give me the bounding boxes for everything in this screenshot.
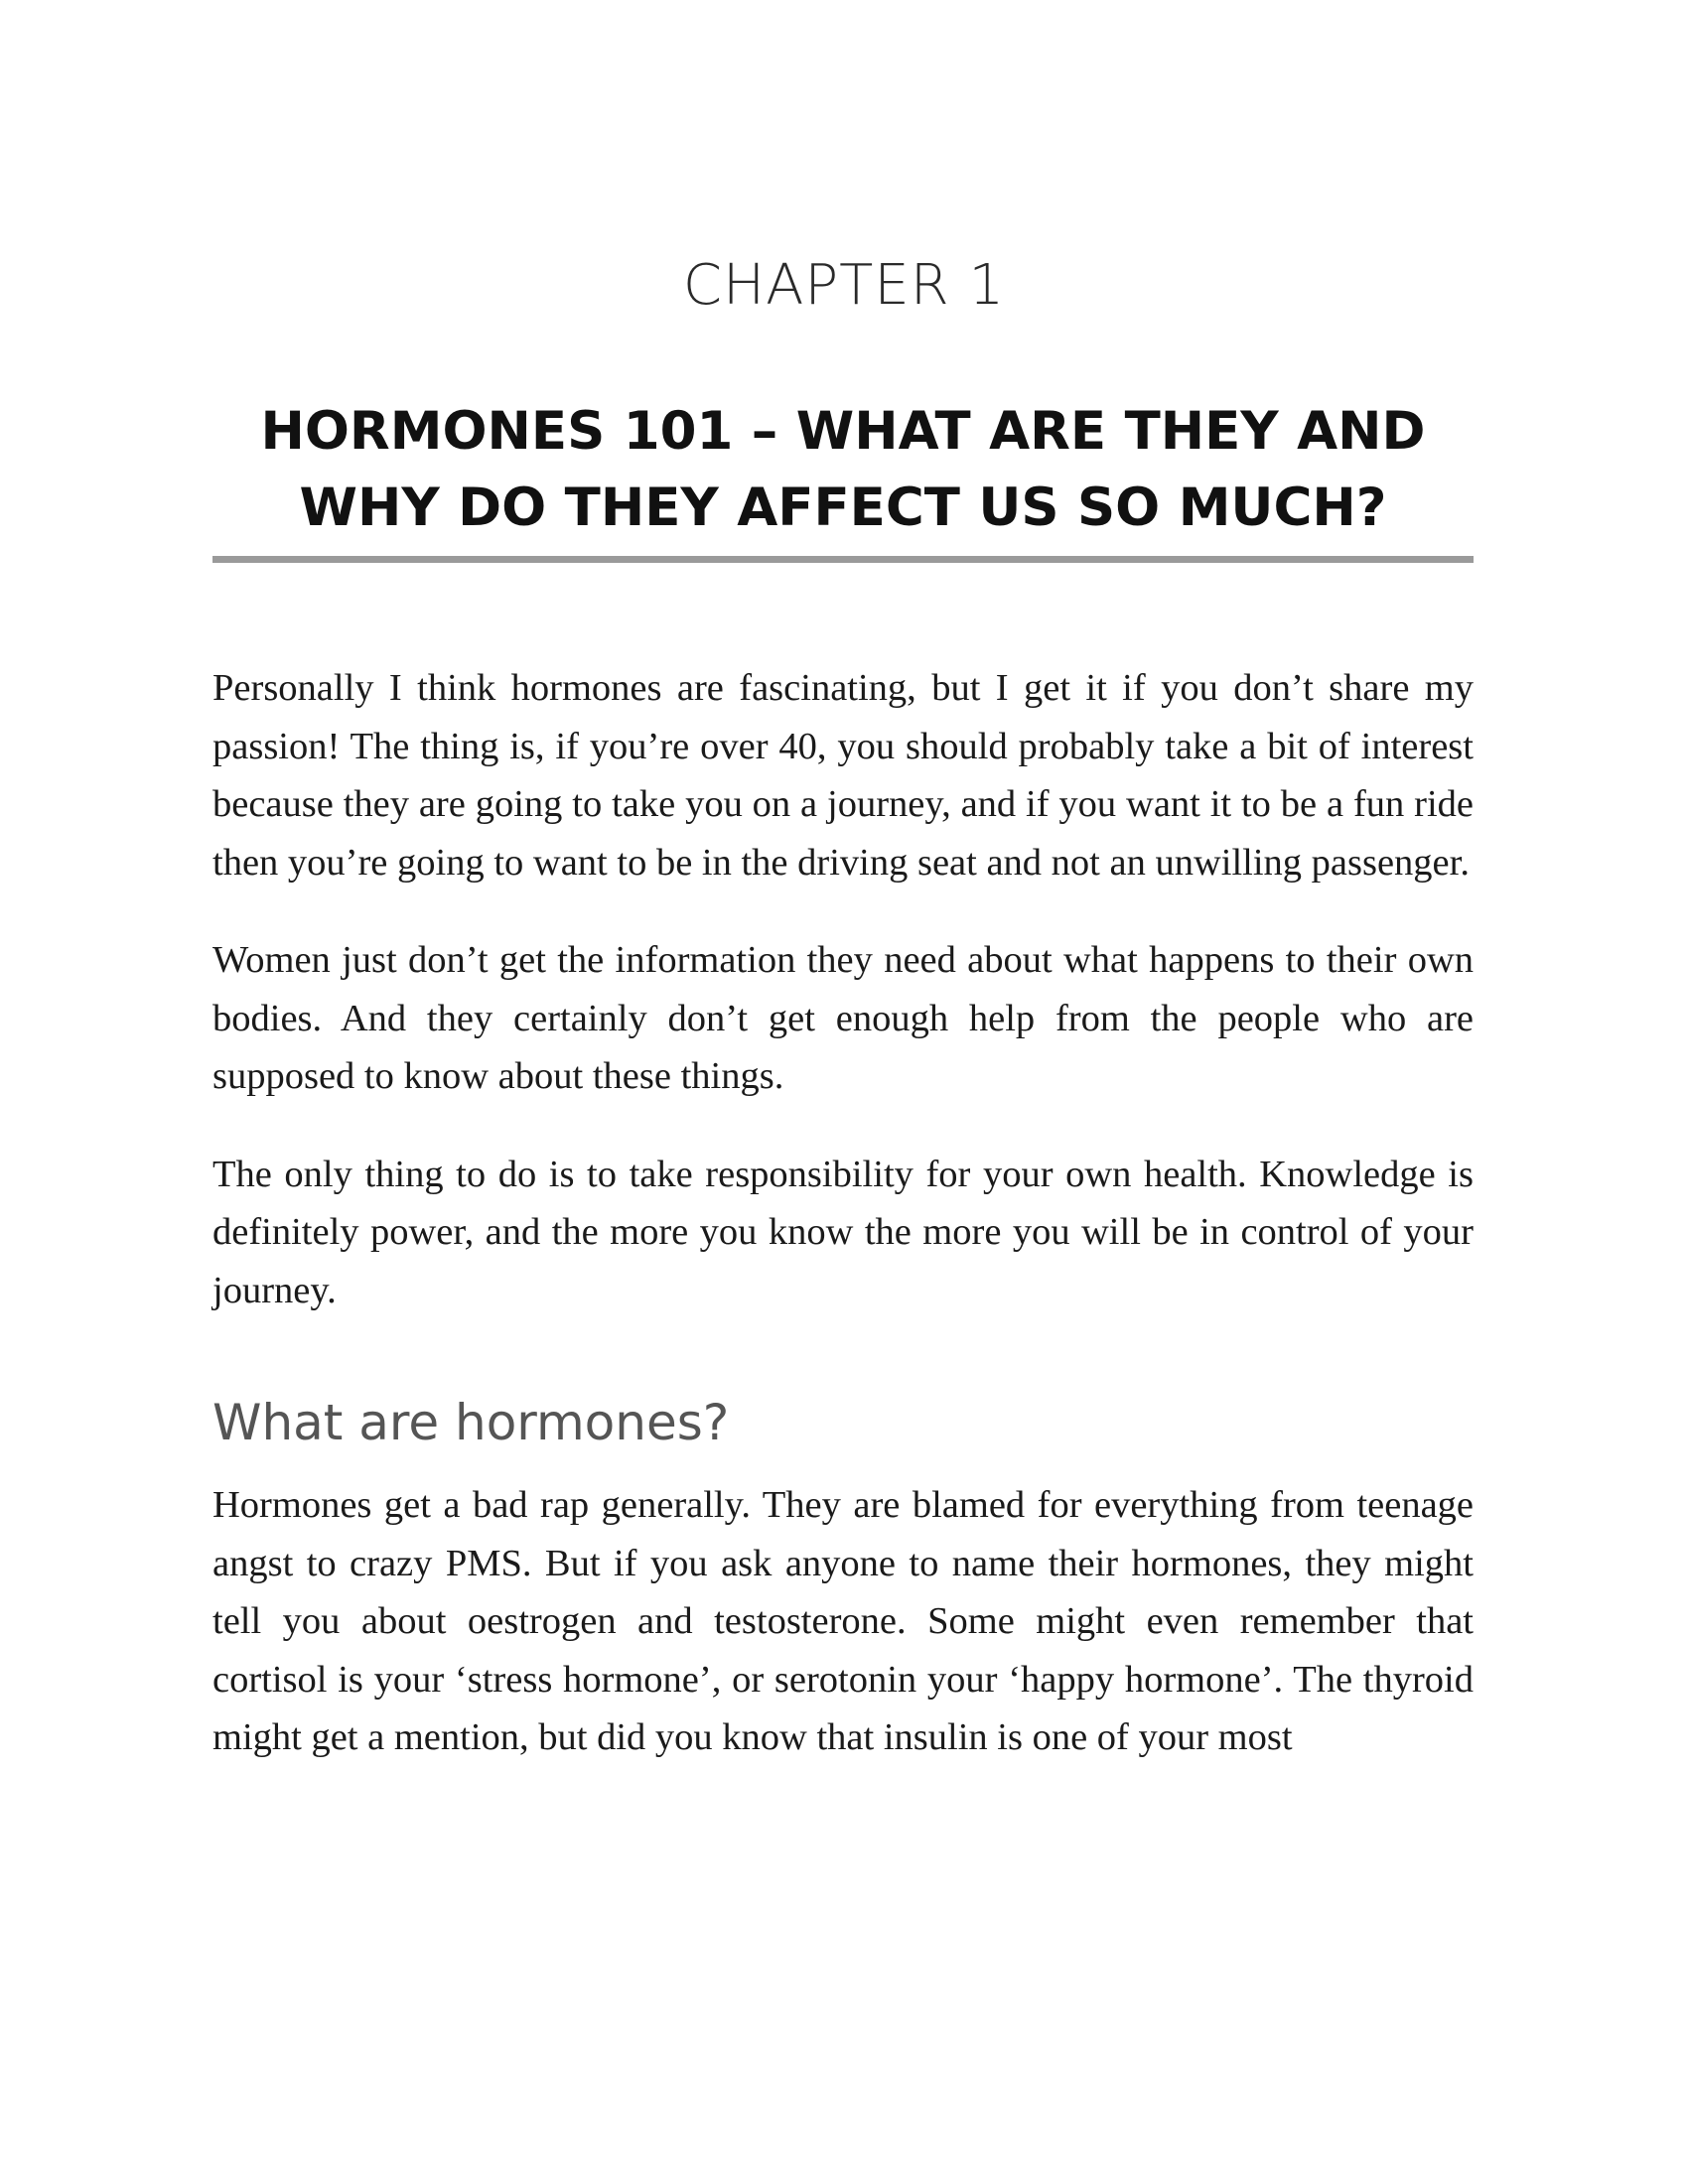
- section-paragraph: Hormones get a bad rap generally. They are blamed for everything from teenage angst to crazy PMS. But if you ask anyone to name their hormones, they might tell you about oestrogen and testosterone. Some might even remember that cortisol is your ‘stress hormone’, or serotonin your ‘happy hormone’. The thyroid might get a mention, but did you know that insulin is one of your most: [212, 1484, 1474, 1758]
- chapter-body: [212, 659, 1474, 1807]
- chapter-title: [212, 393, 1474, 546]
- chapter-title-line-1: HORMONES 101 – WHAT ARE THEY AND: [260, 401, 1426, 462]
- body-paragraph-1: Personally I think hormones are fascinating, but I get it if you don’t share my passion! The thing is, if you’re over 40, you should probably take a bit of interest because they are going to take you on a journey, and if you want it to be a fun ride then you’re going to want to be in the driving seat and not an unwilling passenger.: [212, 667, 1474, 884]
- title-divider: [212, 556, 1474, 563]
- chapter-title-line-2: WHY DO THEY AFFECT US SO MUCH?: [299, 478, 1387, 538]
- chapter-label: CHAPTER 1: [682, 253, 1006, 318]
- body-paragraph-3: The only thing to do is to take responsibility for your own health. Knowledge is definitely power, and the more you know the more you will be in control of your journey.: [212, 1153, 1474, 1311]
- body-paragraph-2: Women just don’t get the information they need about what happens to their own bodies. And they certainly don’t get enough help from the people who are supposed to know about these things.: [212, 939, 1474, 1097]
- section-heading: What are hormones?: [212, 1394, 730, 1451]
